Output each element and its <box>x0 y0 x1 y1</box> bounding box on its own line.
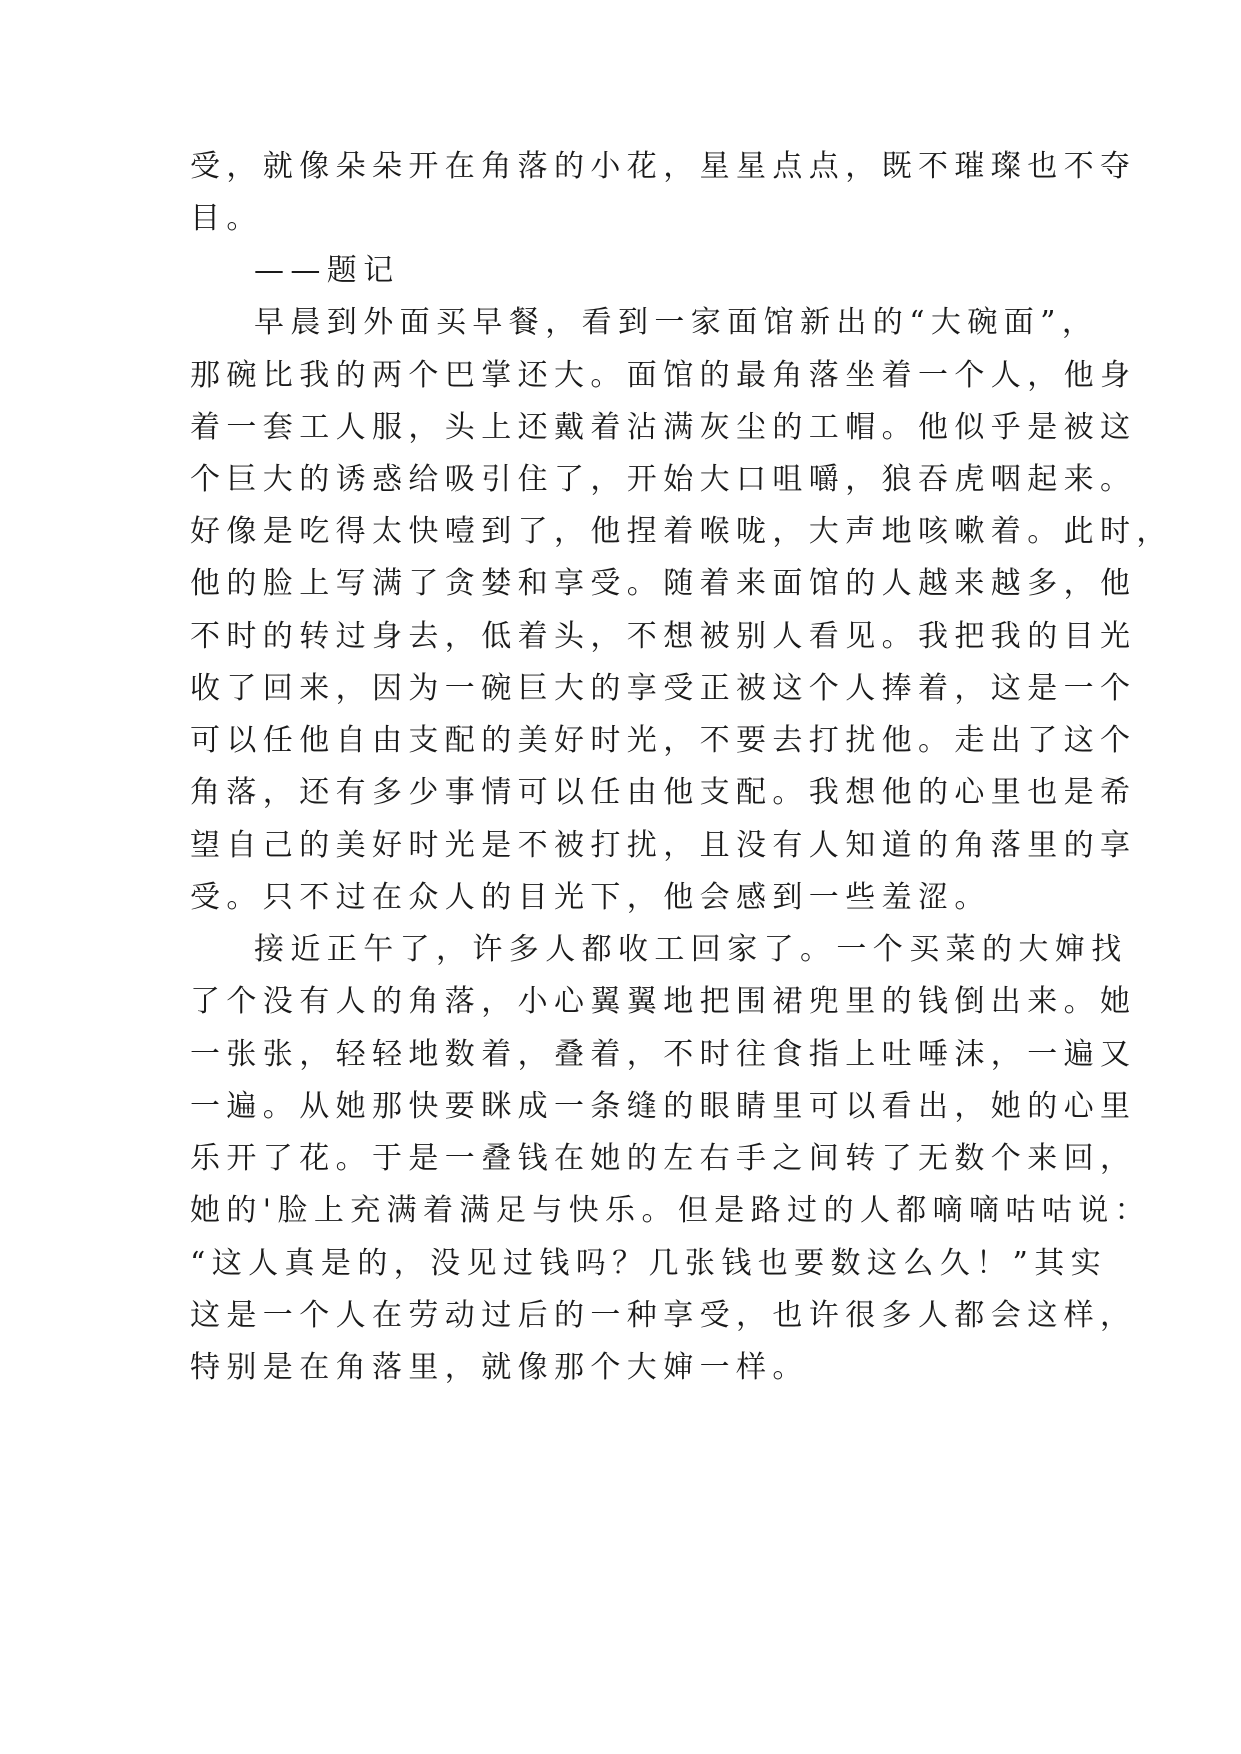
text-line: “这人真是的，没见过钱吗？几张钱也要数这么久！”其实 <box>190 1246 1108 1281</box>
text-line: 不时的转过身去，低着头，不想被别人看见。我把我的目光 <box>190 619 1137 654</box>
text-line: 一遍。从她那快要眯成一条缝的眼睛里可以看出，她的心里 <box>190 1089 1137 1124</box>
paragraph-start-line: 接近正午了，许多人都收工回家了。一个买菜的大婶找 <box>254 932 1128 967</box>
text-line: 了个没有人的角落，小心翼翼地把围裙兜里的钱倒出来。她 <box>190 984 1137 1019</box>
text-line: 个巨大的诱惑给吸引住了，开始大口咀嚼，狼吞虎咽起来。 <box>190 462 1137 497</box>
epigraph-attribution: ——题记 <box>254 253 400 288</box>
text-line: 她的'脸上充满着满足与快乐。但是路过的人都嘀嘀咕咕说： <box>190 1193 1152 1228</box>
text-line: 他的脸上写满了贪婪和享受。随着来面馆的人越来越多，他 <box>190 566 1137 601</box>
text-line: 特别是在角落里，就像那个大婶一样。 <box>190 1350 809 1385</box>
text-line: 这是一个人在劳动过后的一种享受，也许很多人都会这样， <box>190 1298 1137 1333</box>
text-line: 一张张，轻轻地数着，叠着，不时往食指上吐唾沫，一遍又 <box>190 1037 1137 1072</box>
text-line: 望自己的美好时光是不被打扰，且没有人知道的角落里的享 <box>190 828 1137 863</box>
paragraph-start-line: 早晨到外面买早餐，看到一家面馆新出的“大碗面”， <box>254 305 1099 340</box>
text-line: 受，就像朵朵开在角落的小花，星星点点，既不璀璨也不夺 <box>190 149 1137 184</box>
text-line: 那碗比我的两个巴掌还大。面馆的最角落坐着一个人，他身 <box>190 358 1137 393</box>
text-line: 好像是吃得太快噎到了，他捏着喉咙，大声地咳嗽着。此时， <box>190 514 1173 549</box>
text-line: 角落，还有多少事情可以任由他支配。我想他的心里也是希 <box>190 775 1137 810</box>
text-line: 可以任他自由支配的美好时光，不要去打扰他。走出了这个 <box>190 723 1137 758</box>
text-line: 乐开了花。于是一叠钱在她的左右手之间转了无数个来回， <box>190 1141 1137 1176</box>
text-line: 收了回来，因为一碗巨大的享受正被这个人捧着，这是一个 <box>190 671 1137 706</box>
text-line: 着一套工人服，头上还戴着沾满灰尘的工帽。他似乎是被这 <box>190 410 1137 445</box>
text-line: 受。只不过在众人的目光下，他会感到一些羞涩。 <box>190 880 991 915</box>
text-line: 目。 <box>190 201 263 236</box>
